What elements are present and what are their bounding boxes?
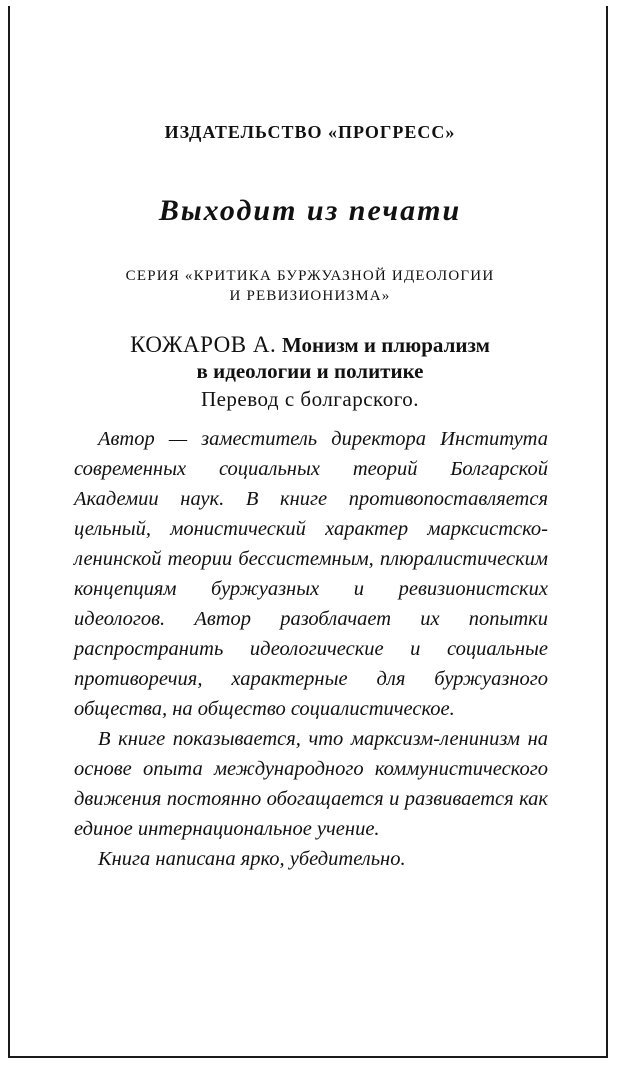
series-title-line-1: СЕРИЯ «КРИТИКА БУРЖУАЗНОЙ ИДЕОЛОГИИ <box>125 268 495 284</box>
book-title-line-2: в идеологии и политике <box>196 359 424 383</box>
series-title-line-2: И РЕВИЗИОНИЗМА» <box>229 288 391 304</box>
book-author: КОЖАРОВ А. <box>130 332 277 357</box>
book-heading <box>0 332 620 412</box>
translation-note: Перевод с болгарского. <box>200 387 420 411</box>
description-paragraph-2: В книге показывается, что марксизм-ленинизм на основе опыта международного коммунистического движения постоянно обогащается и развивается как единое интернациональное учение. <box>74 728 548 840</box>
book-description <box>74 424 548 874</box>
description-paragraph-3: Книга написана ярко, убедительно. <box>98 848 406 870</box>
book-heading-line-1 <box>0 332 620 358</box>
series-title <box>0 266 620 306</box>
description-paragraph-1: Автор — заместитель директора Института современных социальных теорий Болгарской Академии наук. В книге противопоставляется цельный, монистический характер марксистско-ленинской теории бессистемным, плюралистическим концепциям буржуазных и ревизионистских идеологов. Автор разоблачает их попытки распространить идеологические и социальные противоречия, характерные для буржуазного общества, на общество социалистическое. <box>74 428 548 720</box>
book-title-line-1: Монизм и плюрализм <box>281 333 490 357</box>
publisher-name: ИЗДАТЕЛЬСТВО «ПРОГРЕСС» <box>164 122 456 142</box>
announcement-heading: Выходит из печати <box>158 194 462 227</box>
